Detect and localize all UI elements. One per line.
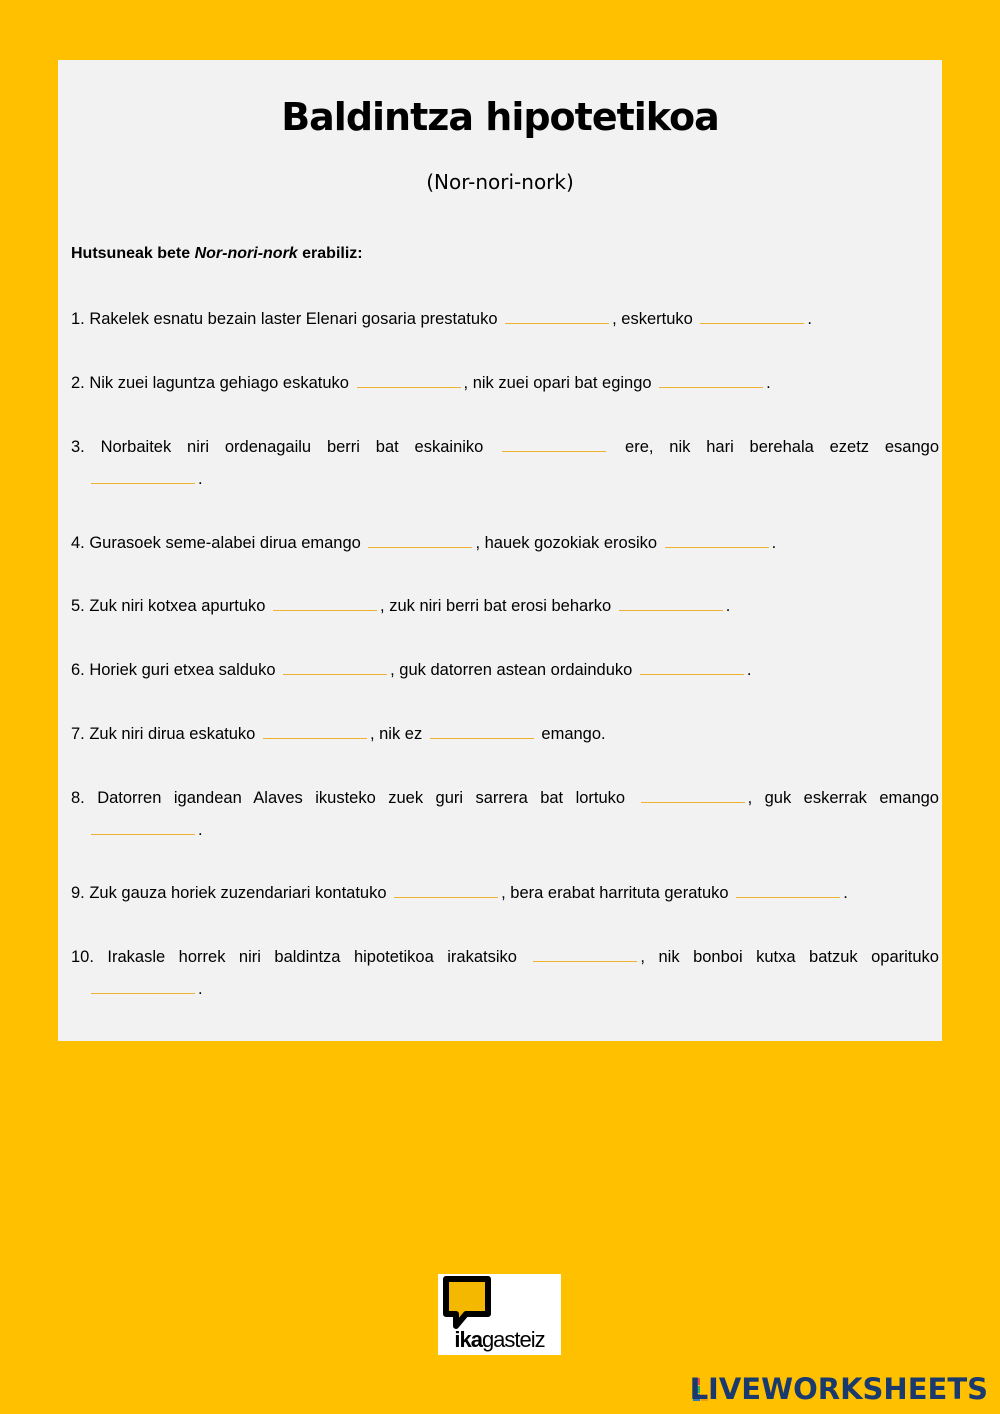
question-text: . [746, 661, 752, 679]
question-8 [71, 782, 939, 846]
answer-blank[interactable] [91, 469, 195, 484]
question-text: . [725, 597, 731, 615]
question-4 [71, 527, 939, 559]
question-text: , eskertuko [612, 310, 693, 328]
liveworksheets-watermark: LIVEWORKSHEETS [689, 1372, 988, 1406]
answer-blank[interactable] [394, 883, 498, 898]
question-1 [71, 303, 939, 335]
question-text: 5. Zuk niri kotxea apurtuko [71, 597, 266, 615]
answer-blank[interactable] [273, 596, 377, 611]
answer-blank[interactable] [665, 533, 769, 548]
question-text: 9. Zuk gauza horiek zuzendariari kontatuko [71, 884, 387, 902]
question-text: , guk eskerrak emango [747, 789, 939, 807]
answer-blank[interactable] [283, 660, 387, 675]
question-text: ere, nik hari berehala ezetz esango [625, 438, 940, 456]
instruction [71, 245, 363, 263]
question-text: 6. Horiek guri etxea salduko [71, 661, 276, 679]
logo-text-bold: ika [454, 1327, 482, 1352]
answer-blank[interactable] [502, 437, 606, 452]
question-text: , nik ez [369, 725, 423, 743]
answer-blank[interactable] [640, 660, 744, 675]
question-text: . [771, 534, 777, 552]
question-2 [71, 367, 939, 399]
answer-blank[interactable] [91, 820, 195, 835]
page-title: Baldintza hipotetikoa [281, 95, 719, 139]
question-10 [71, 941, 939, 1005]
instruction-part3: erabiliz: [297, 245, 363, 262]
question-text: 7. Zuk niri dirua eskatuko [71, 725, 256, 743]
question-text: emango. [541, 725, 606, 743]
answer-blank[interactable] [263, 724, 367, 739]
question-text: , bera erabat harrituta geratuko [501, 884, 729, 902]
logo-text [438, 1327, 561, 1353]
question-text: 4. Gurasoek seme-alabei dirua emango [71, 534, 361, 552]
answer-blank[interactable] [357, 373, 461, 388]
question-6 [71, 654, 939, 686]
answer-blank[interactable] [368, 533, 472, 548]
question-9 [71, 877, 939, 909]
answer-blank[interactable] [505, 309, 609, 324]
instruction-part1: Hutsuneak bete [71, 245, 195, 262]
question-text: 1. Rakelek esnatu bezain laster Elenari gosaria prestatuko [71, 310, 498, 328]
question-text: , zuk niri berri bat erosi beharko [380, 597, 612, 615]
question-text: . [766, 374, 771, 392]
answer-blank[interactable] [659, 373, 763, 388]
question-text: 3. Norbaitek niri ordenagailu berri bat eskainiko [71, 438, 484, 456]
question-text: 10. Irakasle horrek niri baldintza hipotetikoa irakatsiko [71, 948, 517, 966]
question-5 [71, 590, 939, 622]
answer-blank[interactable] [736, 883, 840, 898]
ikagasteiz-logo [438, 1274, 561, 1355]
instruction-emphasis: Nor-nori-nork [194, 245, 298, 262]
speech-bubble-icon [438, 1274, 561, 1332]
question-text: , nik bonboi kutxa batzuk oparituko [640, 948, 939, 966]
question-text: 8. Datorren igandean Alaves ikusteko zuek guri sarrera bat lortuko [71, 789, 626, 807]
question-text: . [198, 470, 203, 488]
question-text: 2. Nik zuei laguntza gehiago eskatuko [71, 374, 349, 392]
question-text: . [198, 821, 203, 839]
question-text: . [807, 310, 812, 328]
answer-blank[interactable] [430, 724, 534, 739]
answer-blank[interactable] [91, 979, 195, 994]
logo-text-regular: gasteiz [481, 1327, 545, 1352]
answer-blank[interactable] [700, 309, 804, 324]
question-text: . [198, 980, 203, 998]
answer-blank[interactable] [641, 788, 745, 803]
question-text: , guk datorren astean ordainduko [390, 661, 633, 679]
question-3 [71, 431, 939, 495]
question-text: , nik zuei opari bat egingo [463, 374, 652, 392]
question-7 [71, 718, 939, 750]
question-text: , hauek gozokiak erosiko [475, 534, 658, 552]
answer-blank[interactable] [619, 596, 723, 611]
page-subtitle: (Nor-nori-nork) [426, 170, 574, 194]
answer-blank[interactable] [533, 947, 637, 962]
question-text: . [843, 884, 848, 902]
